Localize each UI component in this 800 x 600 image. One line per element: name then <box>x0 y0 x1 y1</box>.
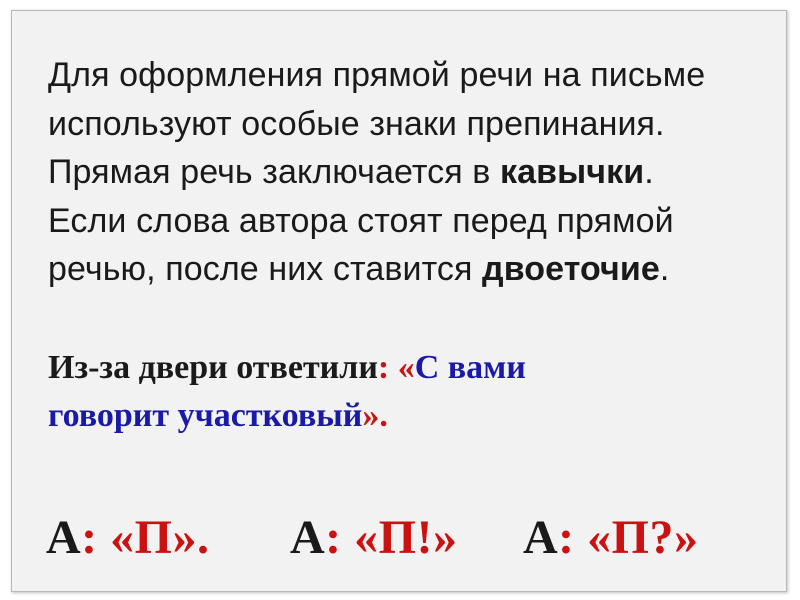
example-colon: : <box>377 349 390 386</box>
scheme-open-quote: « <box>341 511 379 564</box>
scheme-author: А <box>523 511 559 564</box>
scheme-author: А <box>46 511 82 564</box>
scheme-author: А <box>290 511 326 564</box>
scheme-question <box>523 508 699 568</box>
scheme-speech: П <box>611 511 650 564</box>
rule-line-3-period: . <box>644 153 654 191</box>
rule-line-3 <box>48 148 768 197</box>
scheme-close-punct: » <box>432 511 458 564</box>
scheme-close-punct: ». <box>172 511 210 564</box>
slide <box>11 10 787 592</box>
scheme-open-quote: « <box>574 511 612 564</box>
rule-line-4: Если слова автора стоят перед прямой <box>48 201 674 240</box>
rule-line-5-text: речью, после них ставится <box>48 250 483 288</box>
term-colon: двоеточие <box>482 250 660 288</box>
rule-line-5 <box>48 245 768 294</box>
scheme-exclamation <box>290 508 457 568</box>
scheme-open-quote: « <box>97 511 135 564</box>
direct-speech-part-2: говорит участковый <box>48 397 363 434</box>
example-line-2 <box>48 392 768 440</box>
rule-line-2: используют особые знаки препинания. <box>48 104 665 143</box>
rule-line-1: Для оформления прямой речи на письме <box>48 56 706 94</box>
author-words: Из-за двери ответили <box>48 349 378 386</box>
example-close-punct: ». <box>362 397 388 434</box>
scheme-speech: П <box>378 511 417 564</box>
rule-paragraph <box>48 51 768 294</box>
term-quotes: кавычки <box>500 153 645 191</box>
scheme-mark: ? <box>649 511 674 564</box>
scheme-colon: : <box>81 511 98 564</box>
scheme-close-punct: » <box>674 511 699 564</box>
scheme-colon: : <box>325 511 342 564</box>
rule-line-5-period: . <box>659 250 670 288</box>
example-line-1 <box>48 344 768 392</box>
punctuation-schemes <box>46 508 786 568</box>
scheme-mark: ! <box>416 511 433 564</box>
example-sentence <box>48 344 768 440</box>
scheme-speech: П <box>134 511 173 564</box>
rule-line-3-text: Прямая речь заключается в <box>48 153 500 191</box>
scheme-period <box>46 508 210 568</box>
example-open-quote: « <box>389 349 415 386</box>
direct-speech-part-1: С вами <box>414 349 526 386</box>
scheme-colon: : <box>558 511 575 564</box>
